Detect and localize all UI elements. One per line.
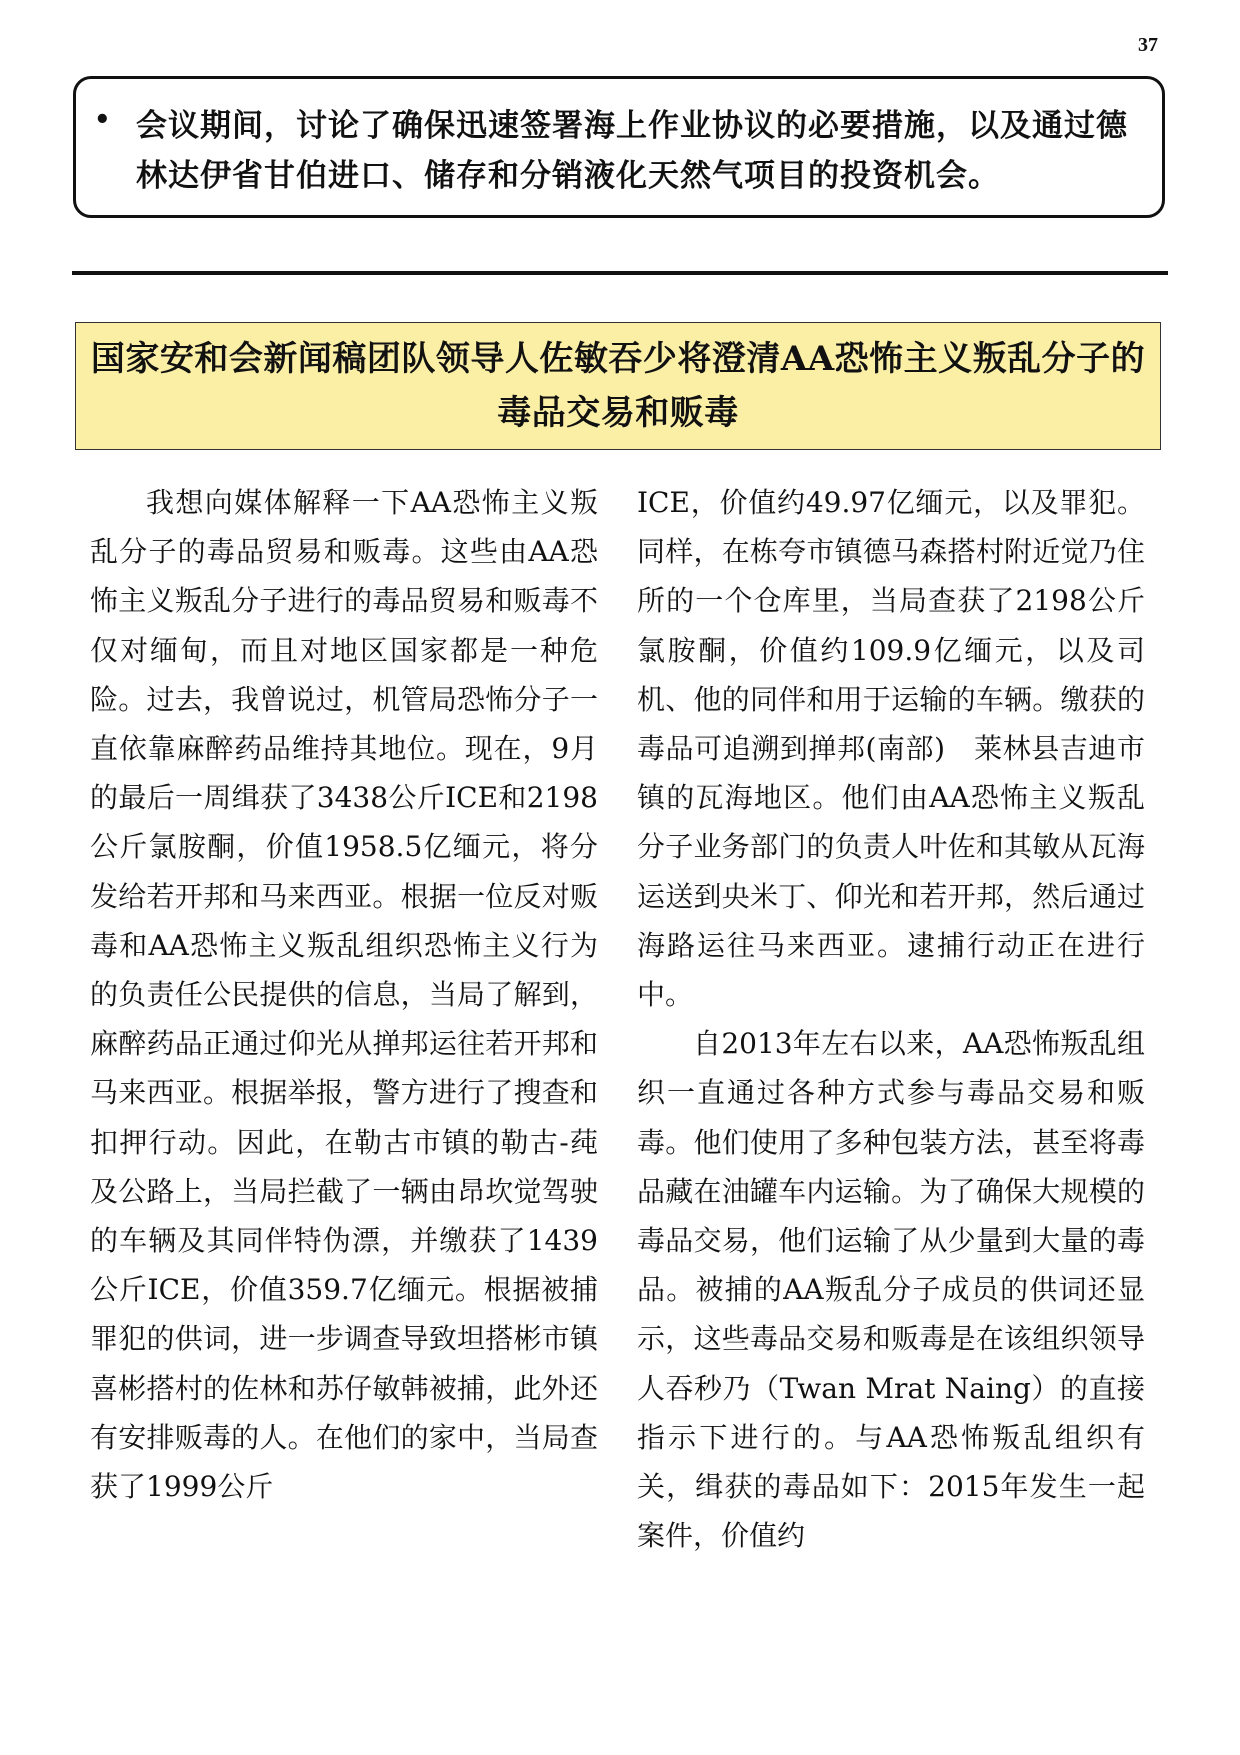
note-text: 会议期间，讨论了确保迅速签署海上作业协议的必要措施，以及通过德林达伊省甘伯进口、储存和分销液化天然气项目的投资机会。 [136,108,1128,194]
article-paragraph: 我想向媒体解释一下AA恐怖主义叛乱分子的毒品贸易和贩毒。这些由AA恐怖主义叛乱分子进行的毒品贸易和贩毒不仅对缅甸，而且对地区国家都是一种危险。过去，我曾说过，机管局恐怖分子一直依靠麻醉药品维持其地位。现在，9月的最后一周缉获了3438公斤ICE和2198公斤氯胺酮，价值1958.5亿缅元，将分发给若开邦和马来西亚。根据一位反对贩毒和AA恐怖主义叛乱组织恐怖主义行为的负责任公民提供的信息，当局了解到，麻醉药品正通过仰光从掸邦运往若开邦和马来西亚。根据举报，警方进行了搜查和扣押行动。因此，在勒古市镇的勒古-莼及公路上，当局拦截了一辆由昂坎觉驾驶的车辆及其同伴特伪漂，并缴获了1439公斤ICE，价值359.7亿缅元。根据被捕罪犯的供词，进一步调查导致坦搭彬市镇喜彬搭村的佐林和苏仔敏韩被捕，此外还有安排贩毒的人。在他们的家中，当局查获了1999公斤 [90,486,598,1504]
page-number: 37 [1138,34,1158,56]
headline-box [75,322,1161,450]
article-paragraph: 自2013年左右以来，AA恐怖叛乱组织一直通过各种方式参与毒品交易和贩毒。他们使用了多种包装方法，甚至将毒品藏在油罐车内运输。为了确保大规模的毒品交易，他们运输了从少量到大量的毒品。被捕的AA叛乱分子成员的供词还显示，这些毒品交易和贩毒是在该组织领导人吞秒乃（Twan Mrat Naing）的直接指示下进行的。与AA恐怖叛乱组织有关，缉获的毒品如下：2015年发生一起案件，价值约 [637,1027,1145,1553]
article-headline: 国家安和会新闻稿团队领导人佐敏吞少将澄清AA恐怖主义叛乱分子的毒品交易和贩毒 [90,339,1146,433]
note-box [73,76,1165,218]
bullet-icon: • [94,105,111,135]
section-divider [72,271,1168,275]
article-left-column [90,478,598,1511]
article-paragraph: ICE，价值约49.97亿缅元，以及罪犯。同样，在栋夸市镇德马森搭村附近觉乃住所的一个仓库里，当局查获了2198公斤氯胺酮，价值约109.9亿缅元，以及司机、他的同伴和用于运输的车辆。缴获的毒品可追溯到掸邦(南部) 莱林县吉迪市镇的瓦海地区。他们由AA恐怖主义叛乱分子业务部门的负责人叶佐和其敏从瓦海运送到央米丁、仰光和若开邦，然后通过海路运往马来西亚。逮捕行动正在进行中。 [637,486,1145,1012]
article-right-column [637,478,1145,1560]
